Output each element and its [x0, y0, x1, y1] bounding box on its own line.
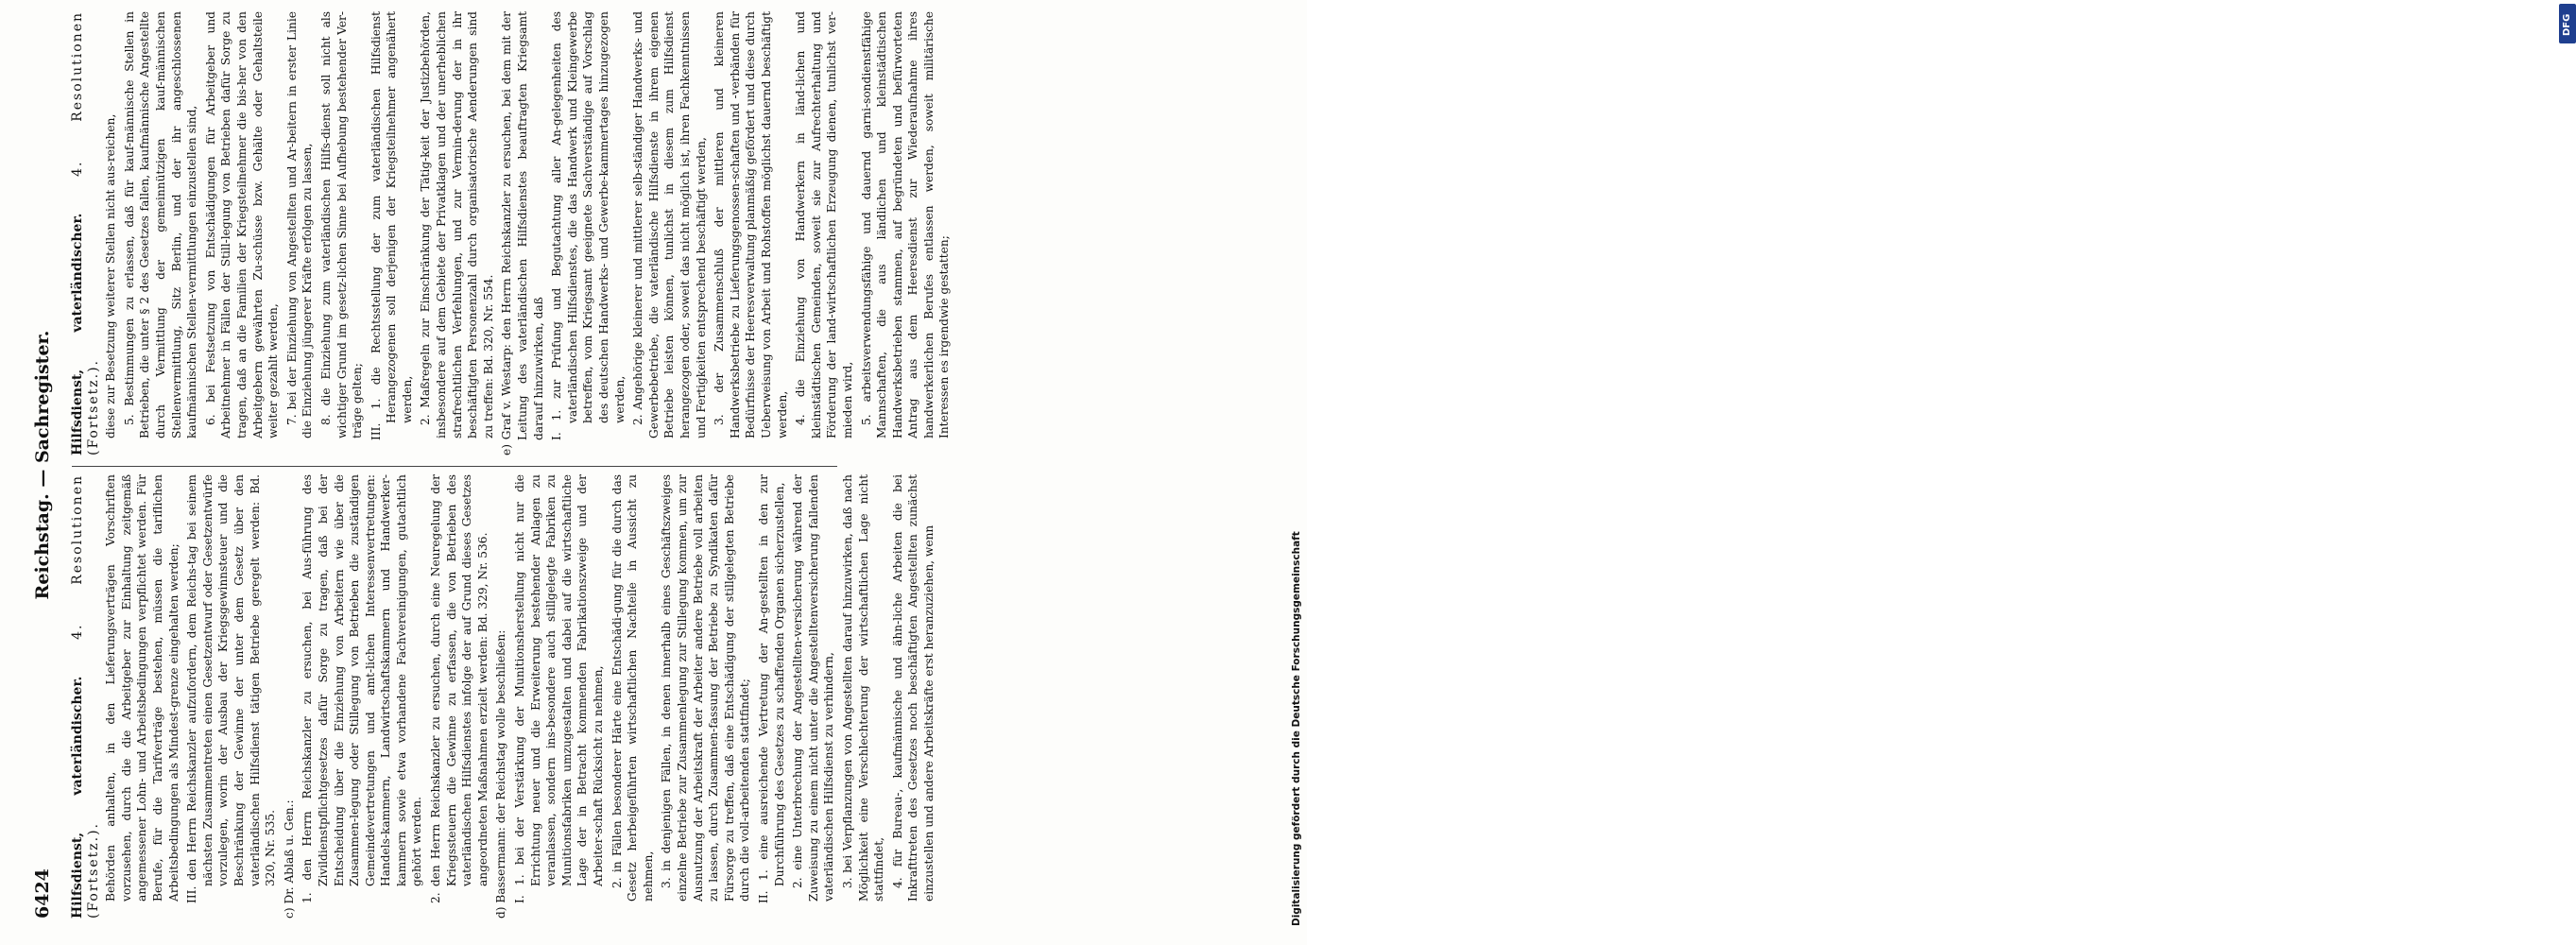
resolution-paragraph: 6. bei Festsetzung von Entschädigungen für Arbeitgeber und Arbeitnehmer in Fällen der Still-legung von Betrieben dafür Sorge zu tragen, daß an die Familien der Kriegsteilnehmer die bis-her von den Arbeitgebern gewährten Zu-schüsse bzw. Gehälte oder Gehaltsteile weiter gezahlt werden,: [203, 11, 281, 438]
resolution-paragraph: II. 1. eine ausreichende Vertretung der An-gestellten in den zur Durchführung des Gesetzes zu schaffenden Organen sicherzustellen,: [756, 474, 786, 903]
resolution-paragraph: III. den Herrn Reichskanzler aufzufordern, dem Reichs-tag bei seinem nächsten Zusammentreten einen Gesetzentwurf oder Gesetzentwürfe vorzulegen, worin der Ausbau der Kriegsgewinnsteuer und die Beschränkung der Gewinne der unter dem Gesetz über den vaterländischen Hilfsdienst tätigen Betriebe geregelt werden: Bd. 320, Nr. 535.: [185, 474, 278, 903]
page-header: [26, 11, 64, 919]
resolution-paragraph: 3. in denjenigen Fällen, in denen innerhalb eines Geschäftszweiges einzelne Betriebe zur Zusammenlegung zur Stillegung kommen, um zur Ausnutzung der Arbeitskraft der Arbeiter andere Betriebe voll arbeiten zu lassen, durch Zusammen-fassung der Betriebe zu Syndikaten dafür Fürsorge zu treffen, daß eine Entschädigung der stillgelegten Betriebe durch die voll-arbeitenden stattfindet;: [660, 474, 752, 902]
left-heading-rest: 4. Resolutionen (Fortsetz.).: [70, 474, 101, 919]
right-heading-rest: 4. Resolutionen (Fortsetz.).: [70, 11, 101, 455]
resolution-paragraph: diese zur Besetzung weiterer Stellen nicht aus-reichen,: [104, 113, 118, 438]
resolution-paragraph: 2. den Herrn Reichskanzler zu ersuchen, durch eine Neuregelung der Kriegssteuern die Gewinne zu erfassen, die von Betrieben des vaterländischen Hilfsdienstes infolge der auf Grund dieses Gesetzes angeordneten Maßnahmen erzielt werden: Bd. 329, Nr. 536.: [429, 474, 489, 903]
column-divider: [72, 466, 837, 467]
digitization-credit: Digitalisierung gefördert durch die Deutsche Forschungsgemeinschaft: [1291, 531, 1302, 926]
resolution-paragraph: 2. in Fällen besonderer Härte eine Entschädi-gung für die durch das Gesetz herbeigeführten wirtschaftlichen Nachteile in Aussicht zu nehmen,: [610, 474, 655, 902]
resolution-paragraph: 4. für Bureau-, kaufmännische und ähn-liche Arbeiten die bei Inkrafttreten des Gesetzes noch beschäftigten Angestellten zunächst einzustellen und andere Arbeitskräfte erst heranzuziehen, wenn: [890, 474, 936, 902]
left-heading-bold: Hilfsdienst, vaterländischer.: [70, 676, 85, 919]
resolution-paragraph: Behörden anhalten, in den Lieferungsverträgen Vorschriften vorzusehen, durch die die Arbeitgeber zur Einhaltung zeitgemäß angemessener Lohn- und Arbeitsbedingungen verpflichtet werden. Für Berufe, für die Tarifverträge bestehen, müssen die tariflichen Arbeitsbedingungen als Mindest-grenze eingehalten werden;: [104, 474, 180, 902]
resolution-paragraph: d) Bassermann: der Reichstag wolle beschließen:: [494, 629, 508, 919]
right-heading-bold: Hilfsdienst, vaterländischer.: [70, 213, 85, 455]
left-column-heading: [70, 474, 101, 919]
right-column-heading: [70, 11, 101, 455]
resolution-paragraph: 8. die Einziehung zum vaterländischen Hilfs-dienst soll nicht als wichtiger Grund im gesetz-lichen Sinne bei Aufhebung bestehender Ver-träge gelten;: [318, 11, 365, 438]
resolution-paragraph: 4. die Einziehung von Handwerkern in länd-lichen und kleinstädtischen Gemeinden, soweit sie zur Aufrechterhaltung und Förderung der land-wirtschaftlichen Erzeugung dienen, tunlichst ver-mieden wird,: [794, 11, 854, 438]
resolution-paragraph: 3. bei Verpflanzungen von Angestellten darauf hinzuwirken, daß nach Möglichkeit eine Verschlechterung der wirtschaftlichen Lage nicht stattfindet,: [840, 474, 886, 902]
dfg-logo-text: DFG: [2562, 13, 2572, 36]
resolution-paragraph: 2. Maßregeln zur Einschränkung der Tätig-keit der Justizbehörden, insbesondere auf dem Gebiete der Privatklagen und der unerheblichen strafrechtlichen Verfehlungen, und zur Vermin-derung der in ihr beschäftigten Personenzahl durch organisatorische Aenderungen sind zu treffen: Bd. 320, Nr. 554.: [419, 11, 495, 438]
resolution-paragraph: I. 1. bei der Verstärkung der Munitionsherstellung nicht nur die Errichtung neuer und die Erweiterung bestehender Anlagen zu veranlassen, sondern ins-besondere auch stillgelegte Fabriken zu Munitionsfabriken umzugestalten und dabei auf die wirtschaftliche Lage der in Betracht kommenden Fabrikationszweige und der Arbeiter-schaft Rücksicht zu nehmen,: [513, 474, 605, 903]
rotated-page-content: [26, 11, 1293, 919]
resolution-paragraph: 3. der Zusammenschluß der mittleren und kleineren Handwerksbetriebe zu Lieferungsgenossen-schaften und -verbänden für Bedürfnisse der Heeresverwaltung planmäßig gefördert und diese durch Ueberweisung von Arbeit und Rohstoffen möglichst dauernd beschäftigt werden,: [713, 11, 789, 438]
resolution-paragraph: I. 1. zur Prüfung und Begutachtung aller An-gelegenheiten des vaterländischen Hilfsdienstes, die das Handwerk und Kleingewerbe betreffen, vom Kriegsamt geeignete Sachverständige auf Vorschlag des deutschen Handwerks- und Gewerbe-kammertages hinzugezogen werden,: [550, 11, 627, 440]
right-column: [70, 11, 955, 455]
resolution-paragraph: 1. den Herrn Reichskanzler zu ersuchen, bei Aus-führung des Zivildienstpflichtgesetzes dafür Sorge zu tragen, daß bei der Entscheidung über die Einziehung von Arbeitern wie über die Zusammen-legung oder Stillegung von Betrieben die zuständigen Gemeindevertretungen und amt-lichen Interessenvertretungen: Handels-kammern, Landwirtschaftskammern und Handwerker-kammern sowie etwa vorhandene Fachvereinigungen, gutachtlich gehört werden.: [301, 474, 424, 903]
resolution-paragraph: c) Dr. Ablaß u. Gen.:: [282, 799, 296, 919]
running-head: Reichstag. — Sachregister.: [32, 330, 53, 600]
resolution-paragraph: 7. bei der Einziehung von Angestellten und Ar-beitern in erster Linie die Einziehung jüngerer Kräfte erfolgen zu lassen,: [284, 11, 315, 438]
resolution-paragraph: 5. arbeitsverwendungsfähige und dauernd garni-sondienstfähige Mannschaften, die aus ländlichen und kleinstädtischen Handwerksbetrieben stammen, auf begründeten und befürworteten Antrag aus dem Heeresdienst zur Wiederaufnahme ihres handwerkerlichen Berufes entlassen werden, soweit militärische Interessen es irgendwie gestatten;: [859, 11, 952, 438]
resolution-paragraph: 5. Bestimmungen zu erlassen, daß für kauf-männische Stellen in Betrieben, die unter § 2 des Gesetzes fallen, kaufmännische Angestellte durch Vermittlung der gemeinnützigen kauf-männischen Stellenvermittlung, Sitz Berlin, und der ihr angeschlossenen kaufmännischen Stellen-vermittlungen einzustellen sind,: [122, 11, 199, 438]
resolution-paragraph: e) Graf v. Westarp: den Herrn Reichskanzler zu ersuchen, bei dem mit der Leitung des vaterländischen Hilfsdienstes beauftragten Kriegsamt darauf hinzuwirken, daß: [500, 11, 545, 455]
page-number: 6424: [32, 868, 53, 919]
resolution-paragraph: 2. Angehörige kleinerer und mittlerer selb-ständiger Handwerks- und Gewerbebetriebe, die vaterländische Hilfsdienste in ihrem eigenen Betriebe leisten können, tunlichst in diesem zum Hilfsdienst herangezogen oder, soweit das nicht möglich ist, ihren Fachkenntnissen und Fertigkeiten entsprechend beschäftigt werden,: [631, 11, 708, 438]
dfg-logo: [2559, 4, 2576, 43]
resolution-paragraph: 2. eine Unterbrechung der Angestellten-versicherung während der Zuweisung zu einem nicht unter die Angestelltenversicherung fallenden vaterländischen Hilfsdienst zu verhindern,: [791, 474, 836, 902]
resolution-paragraph: III. 1. die Rechtsstellung der zum vaterländischen Hilfsdienst Herangezogenen soll derjenigen der Kriegsteilnehmer angenähert werden,: [369, 11, 414, 440]
left-column: [70, 474, 939, 919]
